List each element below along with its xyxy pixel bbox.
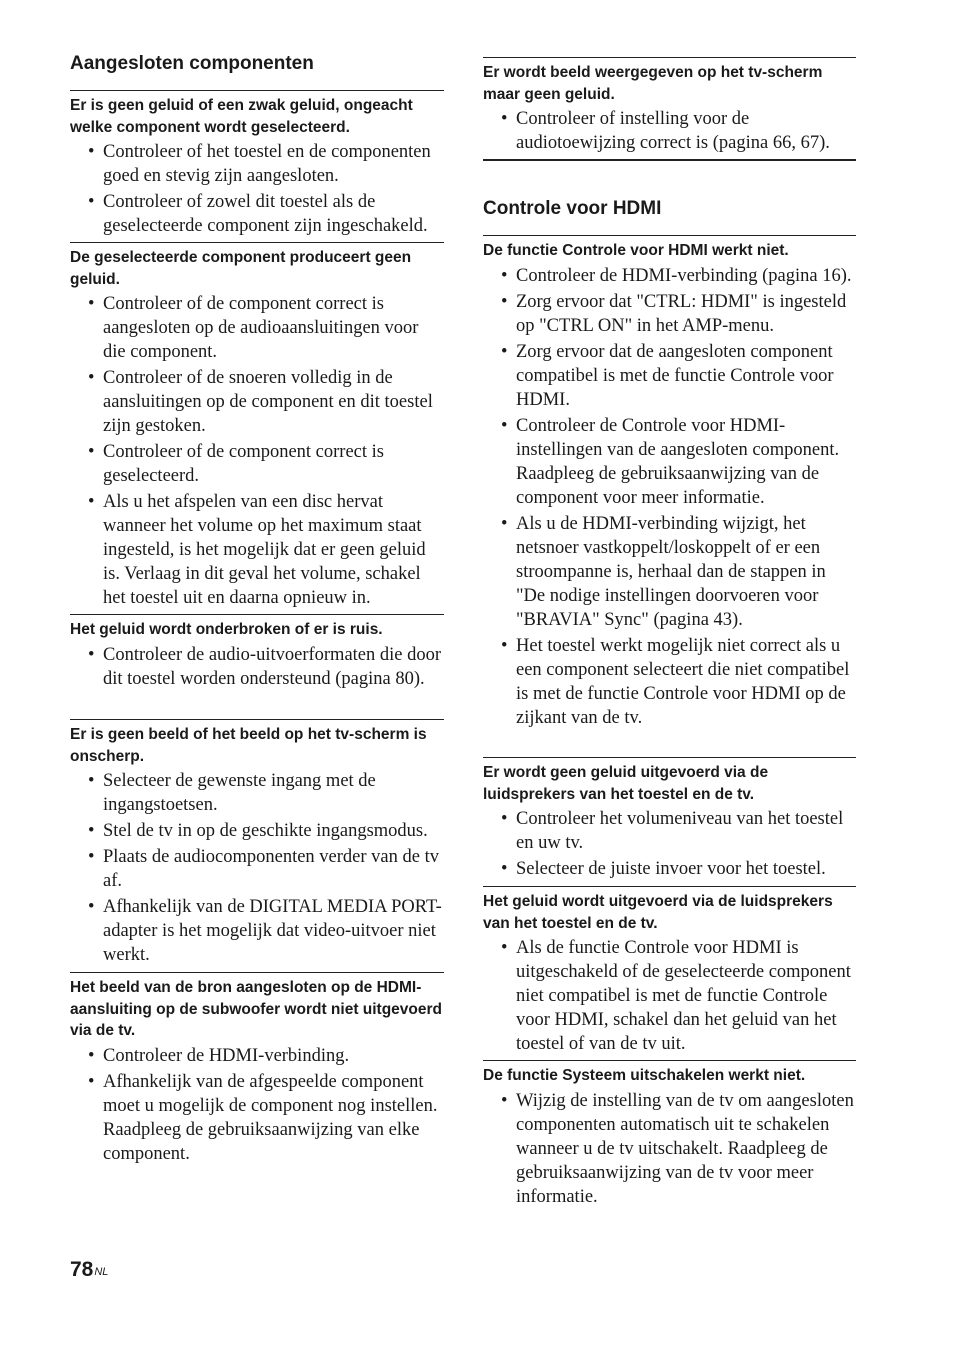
solution-list	[483, 936, 856, 1056]
list-item: • Selecteer de juiste invoer voor het toestel.	[483, 857, 856, 881]
list-item: • Afhankelijk van de DIGITAL MEDIA PORT-adapter is het mogelijk dat video-uitvoer niet werkt.	[70, 895, 444, 967]
list-item: • Stel de tv in op de geschikte ingangsmodus.	[70, 819, 444, 843]
language-suffix: NL	[94, 1266, 109, 1278]
section-no-sound-selected-component	[70, 242, 444, 610]
problem-heading: Het geluid wordt uitgevoerd via de luidsprekers van het toestel en de tv.	[483, 893, 833, 932]
list-item: • Controleer of zowel dit toestel als de geselecteerde component zijn ingeschakeld.	[70, 190, 444, 238]
problem-heading: Er is geen beeld of het beeld op het tv-scherm is onscherp.	[70, 726, 427, 765]
list-item: • Wijzig de instelling van de tv om aangesloten componenten automatisch uit te schakelen wanneer u de tv uitschakelt. Raadpleeg de gebruiksaanwijzing van de tv voor meer informatie.	[483, 1089, 856, 1209]
section-title-controle-voor-hdmi: Controle voor HDMI	[483, 198, 662, 219]
section-no-picture	[70, 719, 444, 967]
list-item: • Als de functie Controle voor HDMI is uitgeschakeld of de geselecteerde component niet compatibel is met de functie Controle voor HDMI, schakel dan het geluid van het toestel of van de tv uit.	[483, 936, 856, 1056]
list-item: • Zorg ervoor dat "CTRL: HDMI" is ingesteld op "CTRL ON" in het AMP-menu.	[483, 290, 856, 338]
list-item: • Plaats de audiocomponenten verder van de tv af.	[70, 845, 444, 893]
list-item: • Controleer de audio-uitvoerformaten die door dit toestel worden ondersteund (pagina 80).	[70, 643, 444, 691]
solution-list	[70, 769, 444, 967]
solution-list	[483, 807, 856, 881]
problem-heading: Er wordt geen geluid uitgevoerd via de luidsprekers van het toestel en de tv.	[483, 764, 769, 803]
solution-list	[70, 292, 444, 610]
section-sound-both-speakers	[483, 886, 856, 1056]
section-sound-interrupted	[70, 614, 444, 691]
list-item: • Controleer of de component correct is aangesloten op de audioaansluitingen voor die component.	[70, 292, 444, 364]
problem-heading: Er is geen geluid of een zwak geluid, ongeacht welke component wordt geselecteerd.	[70, 97, 413, 136]
list-item: • Controleer of instelling voor de audiotoewijzing correct is (pagina 66, 67).	[483, 107, 856, 155]
solution-list	[70, 643, 444, 691]
solution-list	[483, 1089, 856, 1209]
divider	[483, 159, 856, 161]
section-system-power-off	[483, 1060, 856, 1209]
list-item: • Controleer of de snoeren volledig in de aansluitingen op de component en dit toestel zijn gestoken.	[70, 366, 444, 438]
solution-list	[483, 107, 856, 155]
solution-list	[70, 140, 444, 238]
section-hdmi-subwoofer	[70, 972, 444, 1166]
section-no-sound-any-component	[70, 90, 444, 238]
page-number-value: 78	[70, 1258, 94, 1281]
list-item: • Als u het afspelen van een disc hervat wanneer het volume op het maximum staat ingesteld, is het mogelijk dat er geen geluid is. Verlaag in dit geval het volume, schakel het toestel uit en daarna opnieuw in.	[70, 490, 444, 610]
list-item: • Afhankelijk van de afgespeelde component moet u mogelijk de component nog instellen. Raadpleeg de gebruiksaanwijzing van elke component.	[70, 1070, 444, 1166]
page-number	[70, 1258, 108, 1282]
problem-heading: Er wordt beeld weergegeven op het tv-scherm maar geen geluid.	[483, 64, 823, 103]
section-hdmi-control-not-working	[483, 235, 856, 730]
list-item: • Het toestel werkt mogelijk niet correct als u een component selecteert die niet compatibel is met de functie Controle voor HDMI op de zijkant van de tv.	[483, 634, 856, 730]
list-item: • Controleer de HDMI-verbinding.	[70, 1044, 444, 1068]
list-item: • Controleer of de component correct is geselecteerd.	[70, 440, 444, 488]
list-item: • Selecteer de gewenste ingang met de ingangstoetsen.	[70, 769, 444, 817]
list-item: • Controleer of het toestel en de componenten goed en stevig zijn aangesloten.	[70, 140, 444, 188]
problem-heading: De functie Systeem uitschakelen werkt niet.	[483, 1067, 806, 1084]
problem-heading: Het geluid wordt onderbroken of er is ruis.	[70, 621, 383, 638]
list-item: • Controleer de Controle voor HDMI-instellingen van de aangesloten component. Raadpleeg de gebruiksaanwijzing van de component voor meer informatie.	[483, 414, 856, 510]
problem-heading: De geselecteerde component produceert geen geluid.	[70, 249, 412, 288]
problem-heading: Het beeld van de bron aangesloten op de HDMI-aansluiting op de subwoofer wordt niet uitgevoerd via de tv.	[70, 979, 443, 1039]
section-title-aangesloten-componenten: Aangesloten componenten	[70, 53, 314, 74]
list-item: • Controleer het volumeniveau van het toestel en uw tv.	[483, 807, 856, 855]
section-no-sound-speakers	[483, 757, 856, 881]
solution-list	[483, 264, 856, 730]
solution-list	[70, 1044, 444, 1166]
section-picture-no-sound	[483, 57, 856, 155]
list-item: • Zorg ervoor dat de aangesloten component compatibel is met de functie Controle voor HDMI.	[483, 340, 856, 412]
problem-heading: De functie Controle voor HDMI werkt niet.	[483, 242, 789, 259]
list-item: • Als u de HDMI-verbinding wijzigt, het netsnoer vastkoppelt/loskoppelt of er een stroompanne is, herhaal dan de stappen in "De nodige instellingen doorvoeren voor "BRAVIA" Sync" (pagina 43).	[483, 512, 856, 632]
list-item: • Controleer de HDMI-verbinding (pagina 16).	[483, 264, 856, 288]
